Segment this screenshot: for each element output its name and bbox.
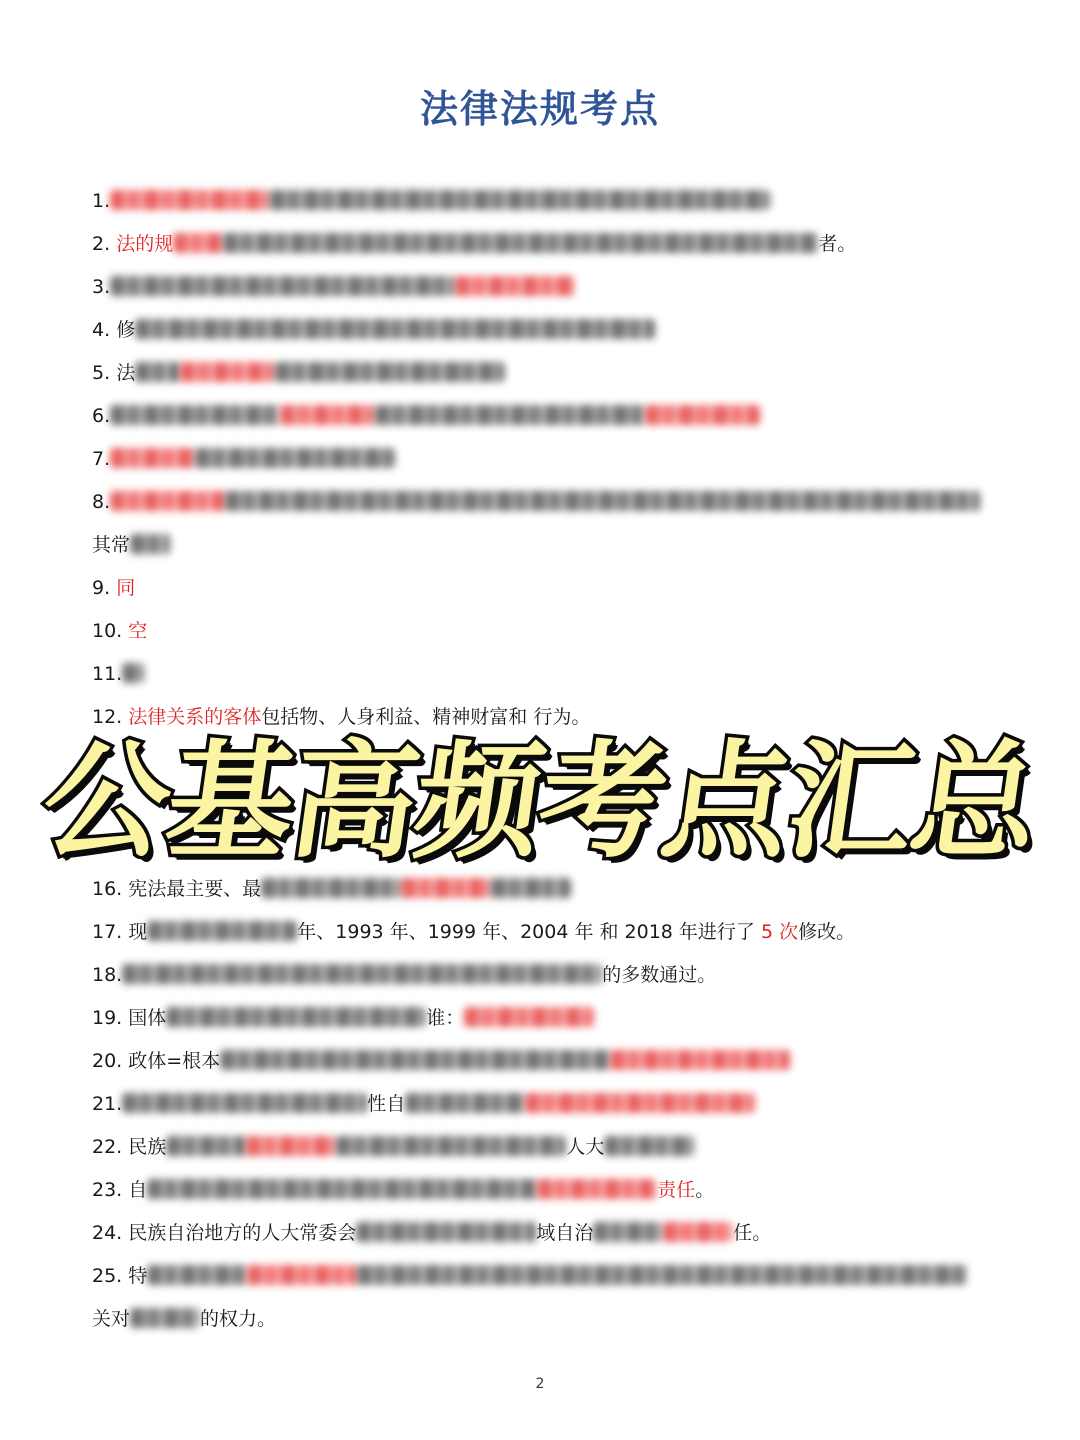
blurred-text — [275, 362, 505, 382]
blurred-text — [225, 491, 980, 511]
list-item-19: 19. 国体 谁： — [92, 997, 992, 1040]
blurred-text — [173, 233, 223, 253]
blurred-text — [663, 1222, 733, 1242]
promo-banner-title: 公基高频考点汇总 — [33, 728, 1047, 875]
list-item-12: 12. 法律关系的客体包括物、人身利益、精神财富和 行为。 — [92, 706, 591, 728]
list-item-8-continuation: 其常 — [92, 524, 170, 567]
list-item-1: 1. — [92, 180, 992, 223]
blurred-text — [135, 319, 655, 339]
blurred-text — [122, 1093, 367, 1113]
list-item-10: 10. 空 — [92, 620, 148, 642]
blurred-text — [270, 190, 770, 210]
blurred-text — [147, 1179, 537, 1199]
blurred-text — [110, 276, 455, 296]
blurred-text — [464, 1007, 594, 1027]
blurred-text — [223, 233, 818, 253]
list-item-18: 18. 的多数通过。 — [92, 964, 717, 986]
blurred-text — [357, 1265, 967, 1285]
blurred-text — [135, 362, 180, 382]
blurred-text — [195, 448, 395, 468]
blurred-text — [110, 190, 270, 210]
blurred-text — [336, 1136, 566, 1156]
blurred-text — [122, 663, 144, 683]
blurred-text — [110, 491, 225, 511]
document-title: 法律法规考点 — [419, 87, 660, 131]
blurred-text — [110, 405, 280, 425]
page-number: 2 — [535, 1376, 545, 1392]
blurred-text — [180, 362, 275, 382]
blurred-text — [610, 1050, 790, 1070]
blurred-text — [280, 405, 375, 425]
list-item-8: 8. 其常 — [92, 481, 992, 567]
list-item-22: 22. 民族 人大 — [92, 1126, 992, 1169]
list-item-9: 9. 同 — [92, 577, 136, 599]
list-item-25: 25. 特 关对 的权力。 — [92, 1255, 992, 1341]
list-item-11: 11. — [92, 653, 992, 696]
blurred-text — [247, 1265, 357, 1285]
list-item-20: 20. 政体=根本 — [92, 1040, 992, 1083]
blurred-text — [645, 405, 760, 425]
blurred-text — [220, 1050, 610, 1070]
blurred-text — [147, 921, 297, 941]
list-item-7: 7. — [92, 438, 992, 481]
list-item-3: 3. — [92, 266, 992, 309]
blurred-text — [166, 1136, 246, 1156]
blurred-text — [356, 1222, 536, 1242]
blurred-text — [130, 534, 170, 554]
blurred-text — [246, 1136, 336, 1156]
blurred-text — [110, 448, 195, 468]
list-item-6: 6. — [92, 395, 992, 438]
blurred-text — [405, 1093, 525, 1113]
list-item-24: 24. 民族自治地方的人大常委会 域自治 任。 — [92, 1222, 772, 1244]
blurred-text — [166, 1007, 426, 1027]
blurred-text — [130, 1308, 200, 1328]
blurred-text — [593, 1222, 663, 1242]
list-item-16: 16. 宪法最主要、最 — [92, 868, 992, 911]
blurred-text — [122, 964, 602, 984]
blurred-text — [537, 1179, 657, 1199]
list-item-23: 23. 自 责任。 — [92, 1179, 715, 1201]
list-item-25-continuation: 关对 的权力。 — [92, 1308, 277, 1330]
list-item-21: 21. 性自 — [92, 1083, 992, 1126]
blurred-text — [525, 1093, 755, 1113]
list-item-4: 4. 修 — [92, 309, 992, 352]
blurred-text — [147, 1265, 247, 1285]
blurred-text — [375, 405, 645, 425]
list-item-2: 2. 法的规 者。 — [92, 233, 857, 255]
blurred-text — [455, 276, 575, 296]
list-item-17: 17. 现 年、1993 年、1999 年、2004 年 和 2018 年进行了 5 次修改。 — [92, 921, 856, 943]
blurred-text — [604, 1136, 694, 1156]
list-item-5: 5. 法 — [92, 352, 992, 395]
